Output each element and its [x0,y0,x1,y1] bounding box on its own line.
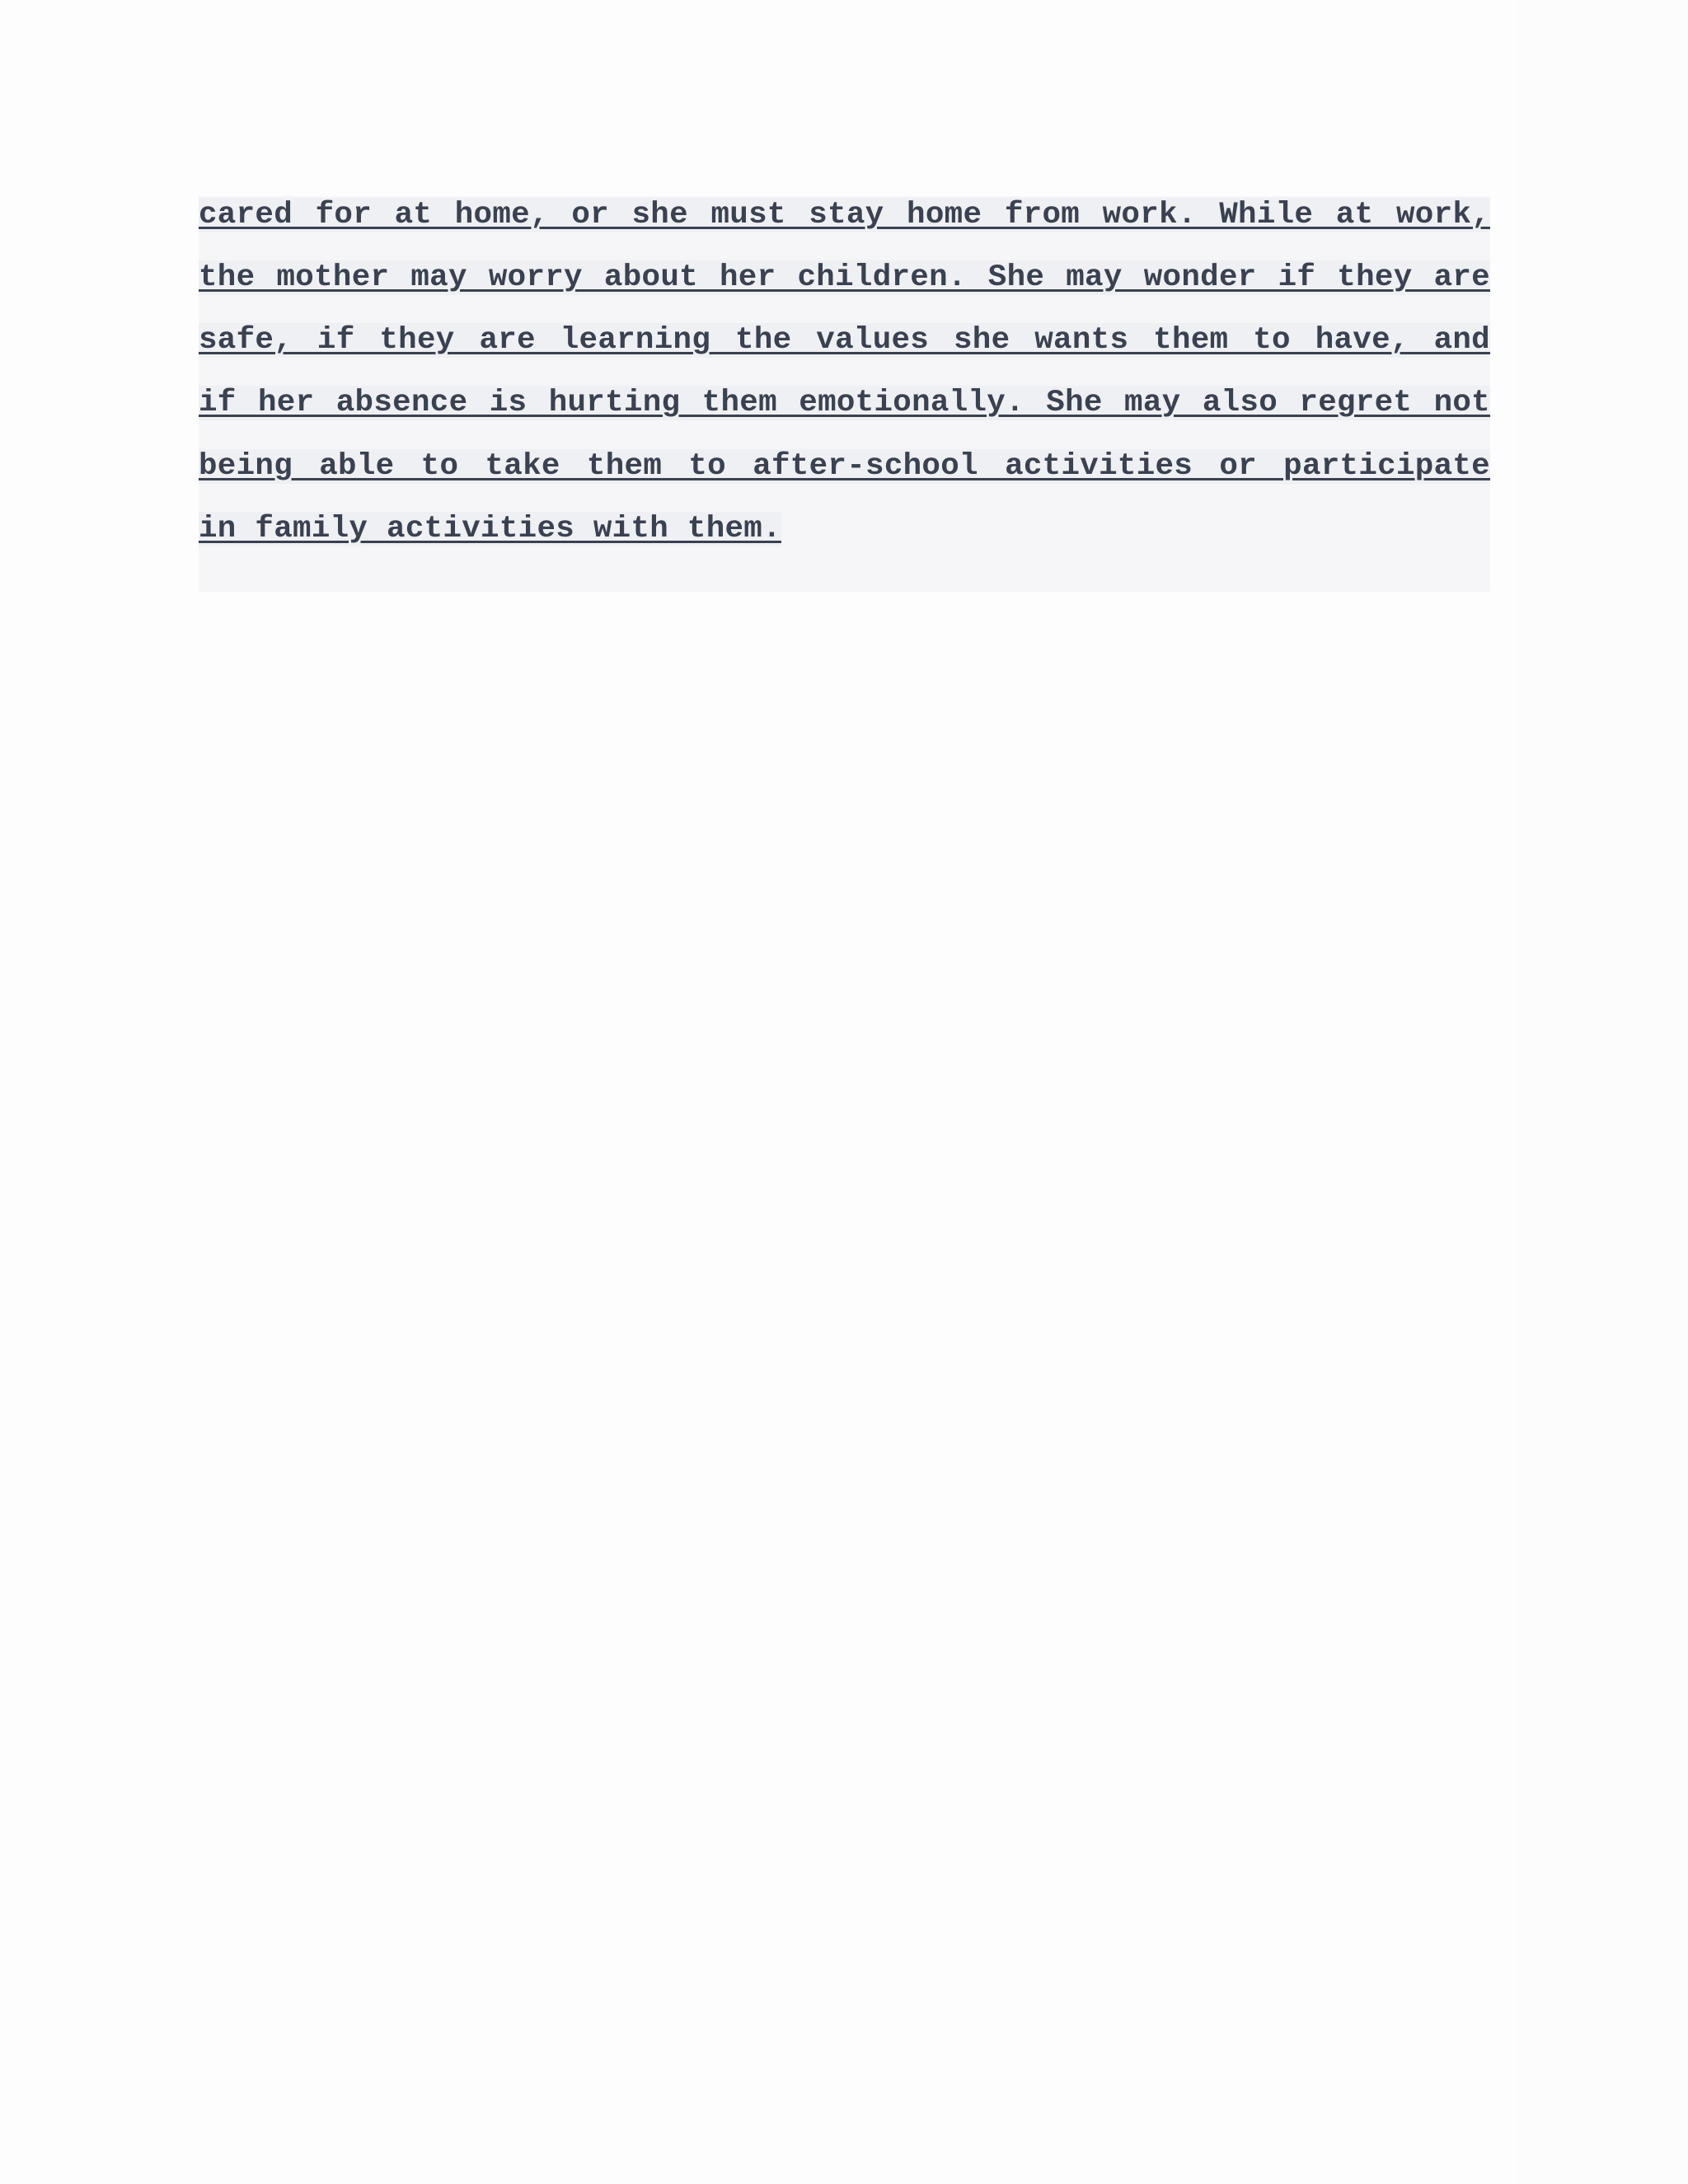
page-edge-shade [1517,0,1688,2184]
text-line-5[interactable]: being able to take them to after-school activities or participate [199,449,1490,484]
text-line-3[interactable]: safe, if they are learning the values she wants them to have, and [199,323,1490,358]
text-line-6[interactable]: in family activities with them. [199,512,781,546]
text-line-2[interactable]: the mother may worry about her children. She may wonder if they are [199,260,1490,295]
text-line-1[interactable]: cared for at home, or she must stay home from work. While at work, [199,198,1490,232]
text-line-4[interactable]: if her absence is hurting them emotionally. She may also regret not [199,386,1490,420]
